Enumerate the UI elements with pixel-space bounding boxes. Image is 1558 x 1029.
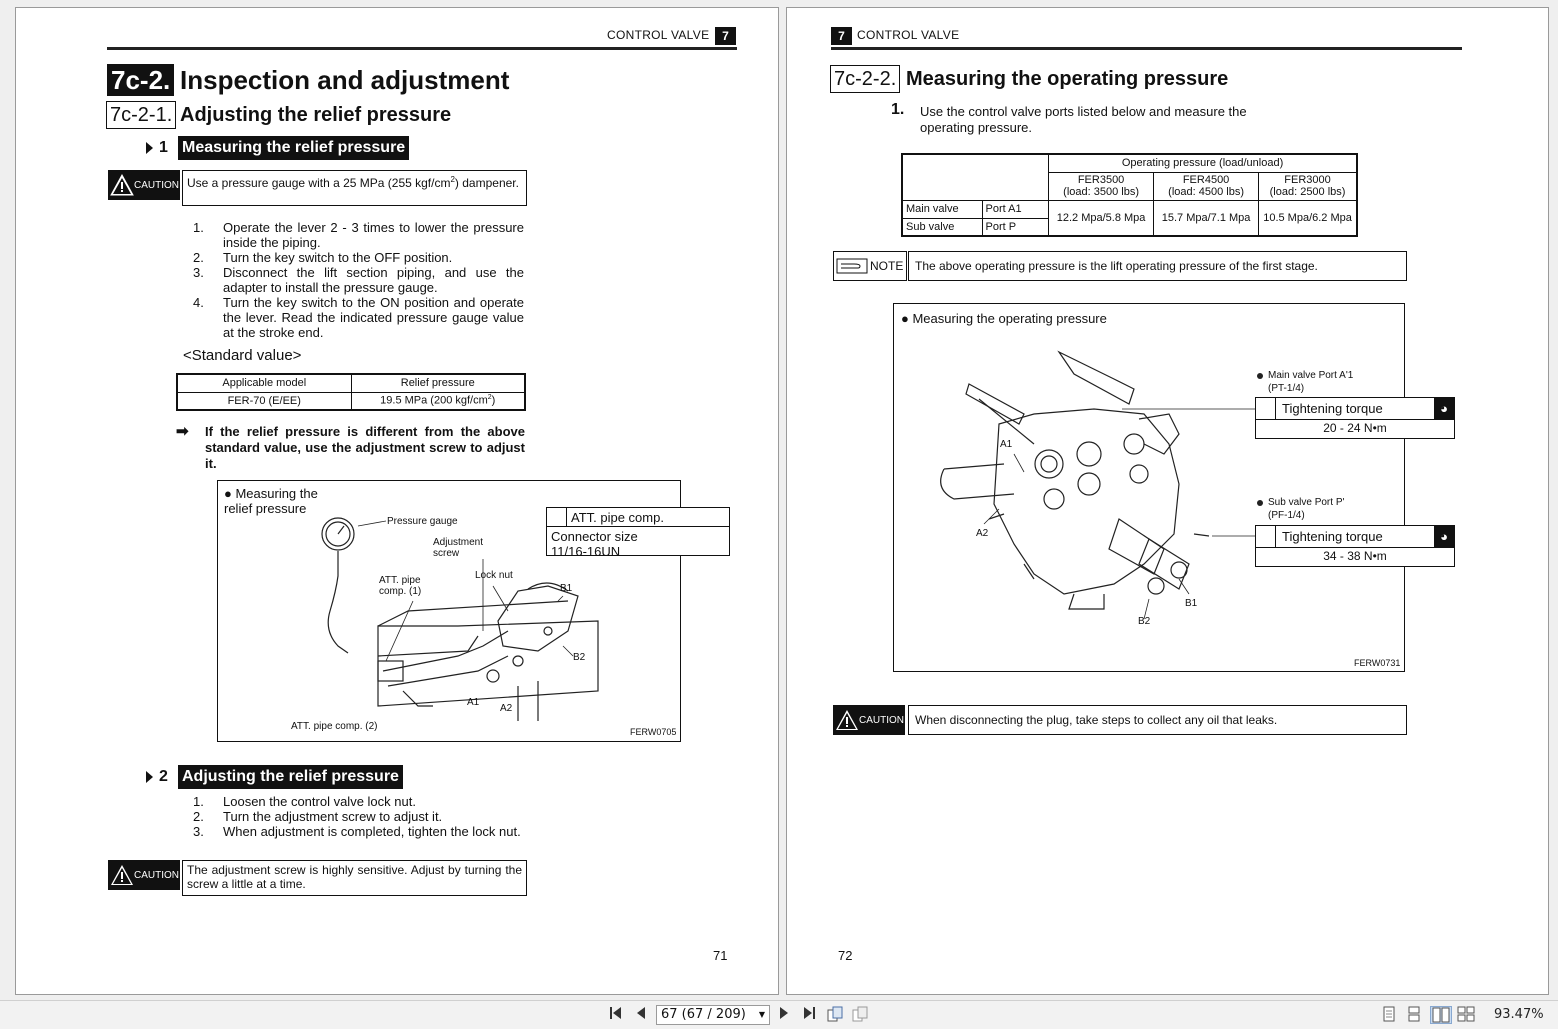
table-empty-cell [902,154,1049,200]
header-chapter-number: 7 [715,27,736,45]
previous-page-button[interactable] [632,1006,650,1024]
step-number: 1 [159,139,168,156]
procedure-list [193,220,524,340]
caution-tag [833,705,905,735]
step-title: Adjusting the relief pressure [178,765,403,789]
two-page-continuous-button[interactable] [1457,1006,1475,1024]
table-header [1049,172,1154,200]
torque-label: Tightening torque [1282,529,1383,544]
figure-code: FERW0731 [1354,658,1401,668]
label-adjustment-screw: Adjustment screw [433,537,484,559]
model-load: (load: 4500 lbs) [1168,186,1244,198]
copy-page-icon [826,1006,844,1022]
model-name: FER3000 [1284,174,1331,186]
list-item [193,220,524,250]
label-b1: B1 [1185,598,1198,609]
paste-page-icon [851,1006,869,1022]
table-cell: FER-70 (E/EE) [177,392,351,410]
wrench-icon: ◕ [1434,398,1454,419]
page-number: 72 [838,948,853,963]
page-71 [15,7,779,995]
list-number: 4. [193,295,204,310]
caution-label: CAUTION [134,869,179,881]
caution-text-part: Use a pressure gauge with a 25 MPa (255 kgf/cm [187,176,451,190]
item-number: 1. [891,101,905,118]
superscript: 2 [450,175,455,184]
model-load: (load: 2500 lbs) [1269,186,1346,198]
viewer-toolbar [0,1000,1558,1029]
label-b2: B2 [1138,616,1151,627]
label-main-valve-port: Main valve Port A'1 [1268,370,1354,381]
label-b2: B2 [573,652,586,663]
list-text: Operate the lever 2 - 3 times to lower the pressure inside the piping. [223,220,524,250]
single-page-icon [1382,1006,1396,1022]
caution-text: The adjustment screw is highly sensitive. Adjust by turning the screw a little at a time. [182,860,527,896]
table-group-header: Operating pressure (load/unload) [1049,154,1357,172]
model-load: (load: 3500 lbs) [1063,186,1139,198]
chevron-down-icon: ▼ [758,1010,765,1019]
model-name: FER4500 [1182,174,1230,186]
header-rule [107,47,737,50]
label-att-pipe-2: ATT. pipe comp. (2) [291,721,378,732]
subsection-number: 7c-2-2. [830,65,900,93]
label-lock-nut: Lock nut [475,570,513,581]
label-sub-valve-port: Sub valve Port P' [1268,497,1345,508]
figure-title-text: Measuring the relief pressure [224,486,318,516]
next-page-icon [777,1006,791,1020]
table-header [1259,172,1357,200]
section-number: 7c-2. [107,64,174,96]
list-item [193,794,524,809]
label-main-valve-thread: (PT-1/4) [1268,383,1305,394]
step-arrow-icon [146,771,153,783]
caution-label: CAUTION [134,179,179,191]
figure-operating-pressure [893,303,1405,672]
page-select-value: 67 (67 / 209) [661,1007,746,1022]
caution-text [182,170,527,206]
list-number: 2. [193,250,204,265]
cell-text: 19.5 MPa (200 kgf/cm [380,395,488,408]
table-cell [351,392,525,410]
standard-value-heading: <Standard value> [183,347,302,364]
table-cell: 12.2 Mpa/5.8 Mpa [1049,200,1154,236]
pointing-hand-icon [836,257,868,275]
continuous-page-icon [1407,1006,1421,1022]
list-number: 3. [193,824,204,839]
label-sub-valve-thread: (PF-1/4) [1268,510,1305,521]
model-name: FER3500 [1077,174,1125,186]
table-header [1154,172,1259,200]
step-arrow-icon [146,142,153,154]
subsection-number: 7c-2-1. [106,101,176,129]
att-pipe-spec-box [546,507,730,559]
caution-tag [108,860,180,890]
torque-value: 20 - 24 N•m [1323,421,1387,435]
figure-title-text: Measuring the operating pressure [912,311,1107,326]
figure-title: ● Measuring the operating pressure [901,311,1107,326]
cell-text: ) [491,395,496,408]
table-cell: Port A1 [982,200,1049,218]
caution-text: When disconnecting the plug, take steps to collect any oil that leaks. [908,705,1407,735]
next-page-button[interactable] [775,1006,793,1024]
torque-box-main [1255,397,1455,439]
table-cell: Main valve [902,200,982,218]
caution-tag [108,170,180,200]
list-item [193,295,524,340]
two-page-view-button[interactable] [1430,1006,1452,1024]
adjustment-note: If the relief pressure is different from the above standard value, use the adjustment screw to adjust it. [205,424,525,471]
label-pressure-gauge: Pressure gauge [387,516,458,527]
step-number: 2 [159,768,168,785]
list-text: Turn the key switch to the ON position and operate the lever. Read the indicated pressure gauge value at the stroke end. [223,295,524,340]
label-a2: A2 [500,703,513,714]
table-cell: 15.7 Mpa/7.1 Mpa [1154,200,1259,236]
section-title: Inspection and adjustment [180,65,510,95]
list-text: When adjustment is completed, tighten the lock nut. [223,824,521,839]
table-header: Relief pressure [351,374,525,392]
warning-icon [109,862,134,888]
att-box-label: Connector size [551,529,638,544]
list-text: Turn the key switch to the OFF position. [223,250,453,265]
list-item [193,824,524,839]
header-rule [831,47,1462,50]
wrench-icon: ◕ [1434,526,1454,547]
caution-label: CAUTION [859,714,904,726]
list-number: 1. [193,220,204,235]
att-box-title: ATT. pipe comp. [571,509,664,525]
header-chapter-number: 7 [831,27,852,45]
subsection-title: Measuring the operating pressure [906,68,1229,90]
last-page-icon [801,1006,817,1020]
header-section-title: CONTROL VALVE [857,28,960,42]
label-b1: B1 [560,583,573,594]
header-section-title: CONTROL VALVE [607,28,710,42]
table-cell: Port P [982,218,1049,236]
adjustment-list [193,794,524,839]
superscript: 2 [487,394,492,402]
page-number: 71 [713,948,728,963]
zoom-level[interactable]: 93.47% [1494,1007,1544,1022]
label-a2: A2 [976,528,989,539]
list-number: 3. [193,265,204,280]
note-text: The above operating pressure is the lift operating pressure of the first stage. [908,251,1407,281]
copy-page-button[interactable] [826,1006,844,1024]
two-page-continuous-icon [1457,1006,1475,1022]
first-page-icon [608,1006,624,1020]
previous-page-icon [634,1006,648,1020]
list-text: Turn the adjustment screw to adjust it. [223,809,443,824]
list-number: 1. [193,794,204,809]
figure-code: FERW0705 [630,727,677,737]
page-72 [786,7,1549,995]
note-label: NOTE [870,259,904,273]
subsection-title: Adjusting the relief pressure [180,104,452,126]
list-item [193,809,524,824]
step-title: Measuring the relief pressure [178,136,409,160]
paste-page-button[interactable] [851,1006,869,1024]
label-att-pipe-1: ATT. pipe comp. (1) [379,575,422,597]
two-page-icon [1432,1007,1450,1023]
standard-value-table [176,373,526,411]
label-a1: A1 [467,697,480,708]
table-cell: 10.5 Mpa/6.2 Mpa [1259,200,1357,236]
list-text: Loosen the control valve lock nut. [223,794,416,809]
list-item [193,265,524,295]
single-page-view-button[interactable] [1380,1006,1398,1024]
list-number: 2. [193,809,204,824]
torque-label: Tightening torque [1282,401,1383,416]
page-select[interactable] [656,1005,770,1025]
table-cell: Sub valve [902,218,982,236]
note-tag [833,251,907,281]
operating-pressure-table [901,153,1358,237]
figure-title: ● Measuring the relief pressure [224,486,318,516]
torque-box-sub [1255,525,1455,567]
continuous-view-button[interactable] [1405,1006,1423,1024]
first-page-button[interactable] [607,1006,625,1024]
torque-value: 34 - 38 N•m [1323,549,1387,563]
att-box-value: 11/16-16UN [551,544,621,559]
list-item [193,250,524,265]
table-header: Applicable model [177,374,351,392]
warning-icon [834,707,859,733]
caution-text-part: ) dampener. [454,176,519,190]
arrow-right-icon: ➡ [176,423,189,440]
warning-icon [109,172,134,198]
last-page-button[interactable] [800,1006,818,1024]
item-text: Use the control valve ports listed below and measure the operating pressure. [920,104,1247,135]
label-a1: A1 [1000,439,1013,450]
list-text: Disconnect the lift section piping, and use the adapter to install the pressure gauge. [223,265,524,295]
